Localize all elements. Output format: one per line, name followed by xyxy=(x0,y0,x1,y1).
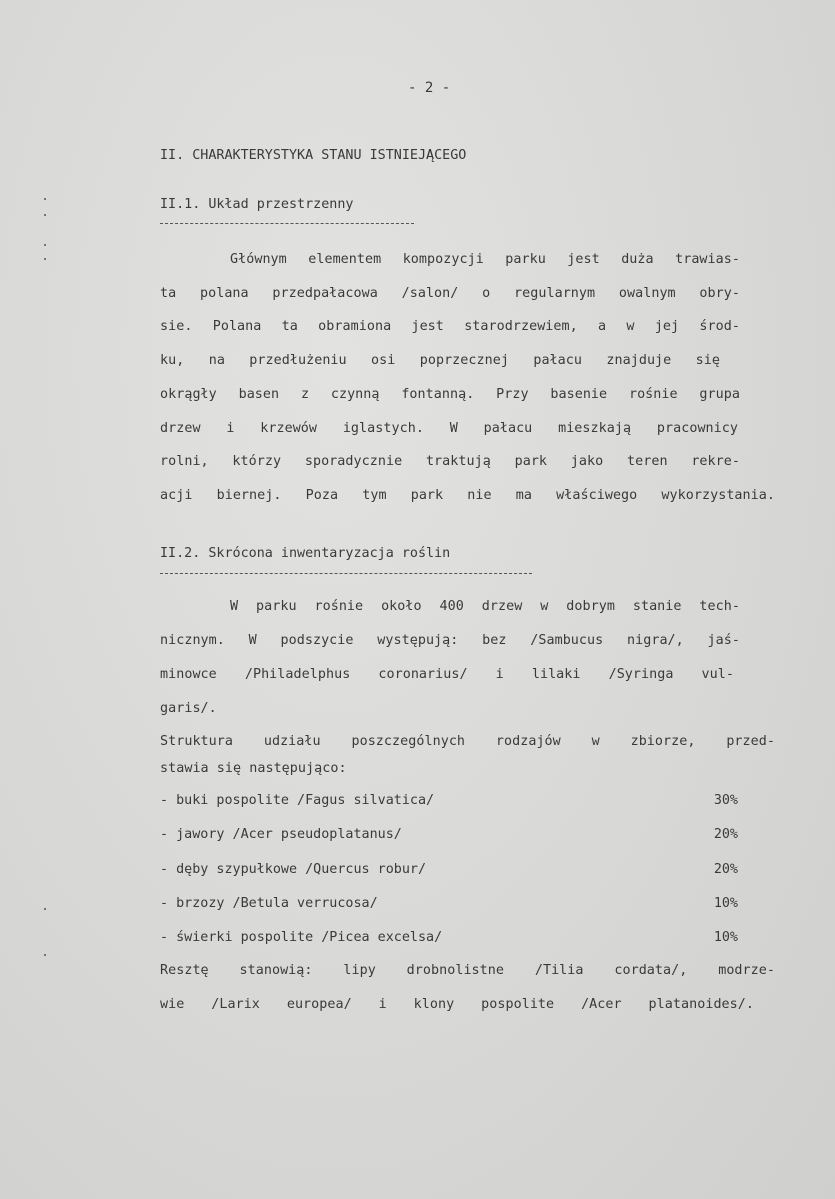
species-share: 30% xyxy=(713,793,738,808)
paragraph-1-line: ku, na przedłużeniu osi poprzecznej pałacu znajduje się xyxy=(160,353,720,368)
species-list-item xyxy=(160,896,738,914)
paragraph-1-line: acji biernej. Poza tym park nie ma właściwego wykorzystania. xyxy=(160,488,775,503)
section-title: II. CHARAKTERYSTYKA STANU ISTNIEJĄCEGO xyxy=(160,148,467,163)
species-name: - brzozy /Betula verrucosa/ xyxy=(160,896,378,911)
paragraph-1-line: drzew i krzewów iglastych. W pałacu mieszkają pracownicy xyxy=(160,421,738,436)
subsection-2-title: II.2. Skrócona inwentaryzacja roślin xyxy=(160,546,451,561)
species-share: 10% xyxy=(713,930,738,945)
structure-line: stawia się następująco: xyxy=(160,761,347,776)
species-share: 10% xyxy=(713,896,738,911)
species-name: - jawory /Acer pseudoplatanus/ xyxy=(160,827,402,842)
species-list-item xyxy=(160,793,738,811)
paragraph-2-line: nicznym. W podszycie występują: bez /Sambucus nigra/, jaś- xyxy=(160,633,740,648)
subsection-1-underline xyxy=(160,223,414,224)
species-list-item xyxy=(160,930,738,948)
subsection-2-underline xyxy=(160,573,532,574)
paragraph-1-line: okrągły basen z czynną fontanną. Przy basenie rośnie grupa xyxy=(160,387,740,402)
margin-speck xyxy=(44,214,46,216)
page-number: - 2 - xyxy=(408,80,451,96)
paragraph-1-line: sie. Polana ta obramiona jest starodrzewiem, a w jej środ- xyxy=(160,319,740,334)
paragraph-1-line: ta polana przedpałacowa /salon/ o regularnym owalnym obry- xyxy=(160,286,740,301)
paragraph-2-line: W parku rośnie około 400 drzew w dobrym stanie tech- xyxy=(230,599,740,614)
species-name: - dęby szypułkowe /Quercus robur/ xyxy=(160,862,427,877)
margin-speck xyxy=(44,908,46,910)
species-list-item xyxy=(160,827,738,845)
margin-speck xyxy=(44,198,46,200)
remainder-line: wie /Larix europea/ i klony pospolite /Acer platanoides/. xyxy=(160,997,754,1012)
remainder-line: Resztę stanowią: lipy drobnolistne /Tilia cordata/, modrze- xyxy=(160,963,775,978)
paragraph-1-line: rolni, którzy sporadycznie traktują park jako teren rekre- xyxy=(160,454,740,469)
species-name: - buki pospolite /Fagus silvatica/ xyxy=(160,793,435,808)
margin-speck xyxy=(44,244,46,246)
paragraph-2-line: garis/. xyxy=(160,701,217,716)
margin-speck xyxy=(44,954,46,956)
structure-line: Struktura udziału poszczególnych rodzajów w zbiorze, przed- xyxy=(160,734,775,749)
paragraph-2-line: minowce /Philadelphus coronarius/ i lilaki /Syringa vul- xyxy=(160,667,734,682)
paragraph-1-line: Głównym elementem kompozycji parku jest duża trawias- xyxy=(230,252,740,267)
subsection-1-title: II.1. Układ przestrzenny xyxy=(160,197,354,212)
species-list-item xyxy=(160,862,738,880)
margin-speck xyxy=(44,258,46,260)
species-share: 20% xyxy=(713,862,738,877)
species-share: 20% xyxy=(713,827,738,842)
species-name: - świerki pospolite /Picea excelsa/ xyxy=(160,930,443,945)
